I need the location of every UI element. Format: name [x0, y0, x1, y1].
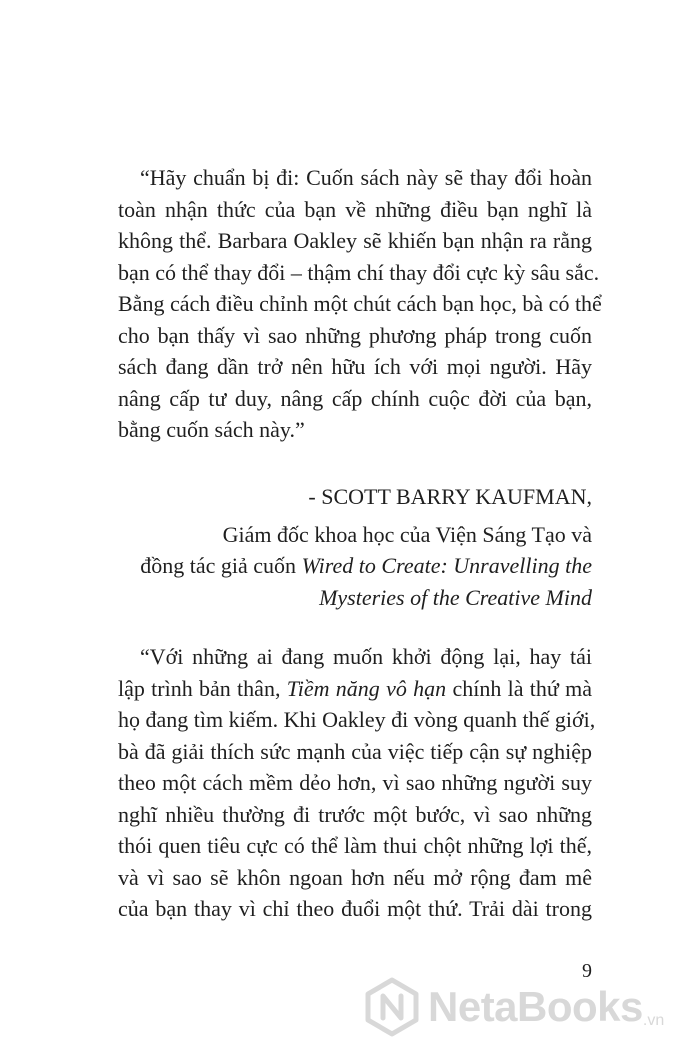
quote-line: “Với những ai đang muốn khởi động lại, hay tái	[140, 644, 592, 669]
attribution	[118, 481, 592, 613]
quote-line: nghĩ nhiều thường đi trước một bước, vì sao những	[118, 801, 592, 827]
quote-line: thói quen tiêu cực có thể làm thui chột những lợi thế,	[118, 833, 592, 858]
quote-line: họ đang tìm kiếm. Khi Oakley đi vòng quanh thế giới,	[118, 707, 596, 732]
quote-line: không thể. Barbara Oakley sẽ khiến bạn nhận ra rằng	[118, 228, 592, 253]
quote-kaufman	[118, 162, 602, 446]
watermark-suffix: .vn	[642, 1012, 665, 1029]
quote-line-prefix: lập trình bản thân,	[118, 675, 287, 701]
quote-line-with-title	[118, 673, 592, 705]
book-title-inline: Tiềm năng vô hạn	[286, 675, 447, 701]
watermark-text: NetaBooks	[428, 983, 643, 1030]
attribution-book-line	[118, 550, 592, 582]
quote-line: cho bạn thấy vì sao những phương pháp trong cuốn	[118, 322, 592, 348]
quote-line: và vì sao sẽ khôn ngoan hơn nếu mở rộng đam mê	[118, 864, 592, 890]
page-number: 9	[582, 960, 592, 982]
attribution-name: - SCOTT BARRY KAUFMAN,	[308, 484, 592, 509]
quote-line: theo một cách mềm dẻo hơn, vì sao những người suy	[118, 770, 592, 795]
quote-second	[118, 641, 596, 925]
quote-line: toàn nhận thức của bạn về những điều bạn nghĩ là	[118, 196, 592, 222]
netabooks-logo-icon	[362, 977, 422, 1037]
book-title: Wired to Create: Unravelling the	[301, 553, 592, 578]
attribution-book-prefix: đồng tác giả cuốn	[140, 553, 302, 578]
quote-line-suffix: chính là thứ mà	[446, 675, 592, 701]
quote-line: sách đang dần trở nên hữu ích với mọi người. Hãy	[118, 354, 592, 379]
quote-line: bà đã giải thích sức mạnh của việc tiếp cận sự nghiệp	[118, 738, 592, 764]
watermark	[362, 972, 692, 1042]
attribution-role: Giám đốc khoa học của Viện Sáng Tạo và	[222, 521, 592, 547]
quote-line: bạn có thể thay đổi – thậm chí thay đổi cực kỳ sâu sắc.	[118, 259, 600, 285]
quote-line: Bằng cách điều chỉnh một chút cách bạn học, bà có thể	[118, 291, 602, 316]
quote-line: bằng cuốn sách này.”	[118, 417, 305, 442]
quote-line: của bạn thay vì chỉ theo đuổi một thứ. Trải dài trong	[118, 896, 592, 921]
quote-line: “Hãy chuẩn bị đi: Cuốn sách này sẽ thay đổi hoàn	[140, 165, 592, 190]
quote-line: nâng cấp tư duy, nâng cấp chính cuộc đời của bạn,	[118, 385, 592, 411]
book-title-continued: Mysteries of the Creative Mind	[319, 584, 592, 610]
